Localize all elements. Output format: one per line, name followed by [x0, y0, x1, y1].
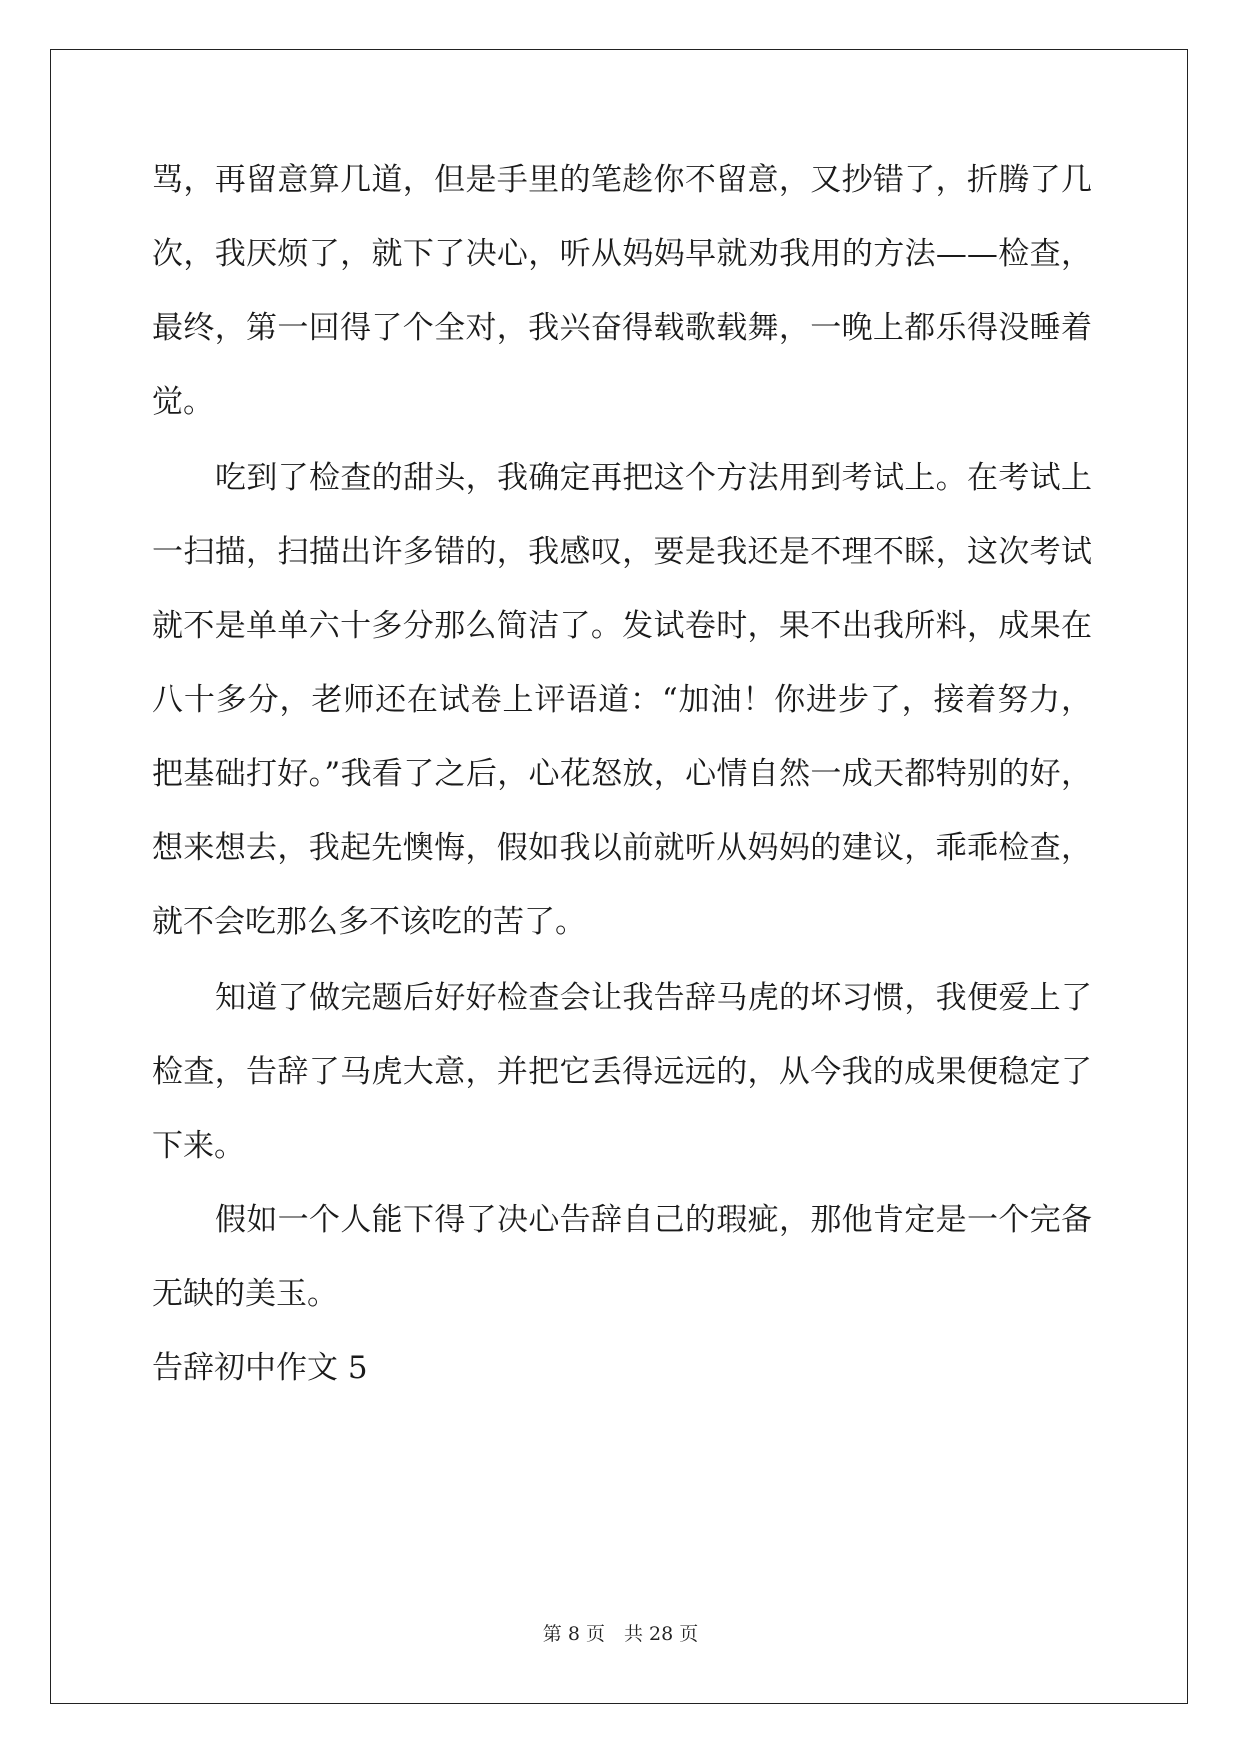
text-line: 觉。	[152, 384, 214, 420]
text-line: 次，我厌烦了，就下了决心，听从妈妈早就劝我用的方法——检查，	[152, 236, 1092, 272]
text-line: 就不是单单六十多分那么简洁了。发试卷时，果不出我所料，成果在	[152, 608, 1092, 644]
text-line: 骂，再留意算几道，但是手里的笔趁你不留意，又抄错了，折腾了几	[152, 162, 1092, 198]
text-line: 把基础打好。”我看了之后，心花怒放，心情自然一成天都特别的好，	[152, 756, 1092, 792]
paragraph-start-line: 知道了做完题后好好检查会让我告辞马虎的坏习惯，我便爱上了	[215, 980, 1092, 1016]
text-line: 无缺的美玉。	[152, 1276, 338, 1312]
page-footer	[0, 1622, 1241, 1646]
text-line: 下来。	[152, 1128, 245, 1164]
text-line: 就不会吃那么多不该吃的苦了。	[152, 904, 586, 940]
text-line: 想来想去，我起先懊悔，假如我以前就听从妈妈的建议，乖乖检查，	[152, 830, 1092, 866]
section-heading: 告辞初中作文 5	[152, 1350, 368, 1386]
page-frame	[50, 49, 1188, 1704]
text-line: 检查，告辞了马虎大意，并把它丢得远远的，从今我的成果便稳定了	[152, 1054, 1092, 1090]
paragraph-start-line: 假如一个人能下得了决心告辞自己的瑕疵，那他肯定是一个完备	[215, 1202, 1092, 1238]
page-number: 第 8 页 共 28 页	[542, 1623, 699, 1645]
paragraph-start-line: 吃到了检查的甜头，我确定再把这个方法用到考试上。在考试上	[215, 460, 1092, 496]
text-line: 最终，第一回得了个全对，我兴奋得载歌载舞，一晚上都乐得没睡着	[152, 310, 1092, 346]
text-line: 八十多分，老师还在试卷上评语道：“加油！你进步了，接着努力，	[152, 682, 1092, 718]
text-line: 一扫描，扫描出许多错的，我感叹，要是我还是不理不睬，这次考试	[152, 534, 1092, 570]
